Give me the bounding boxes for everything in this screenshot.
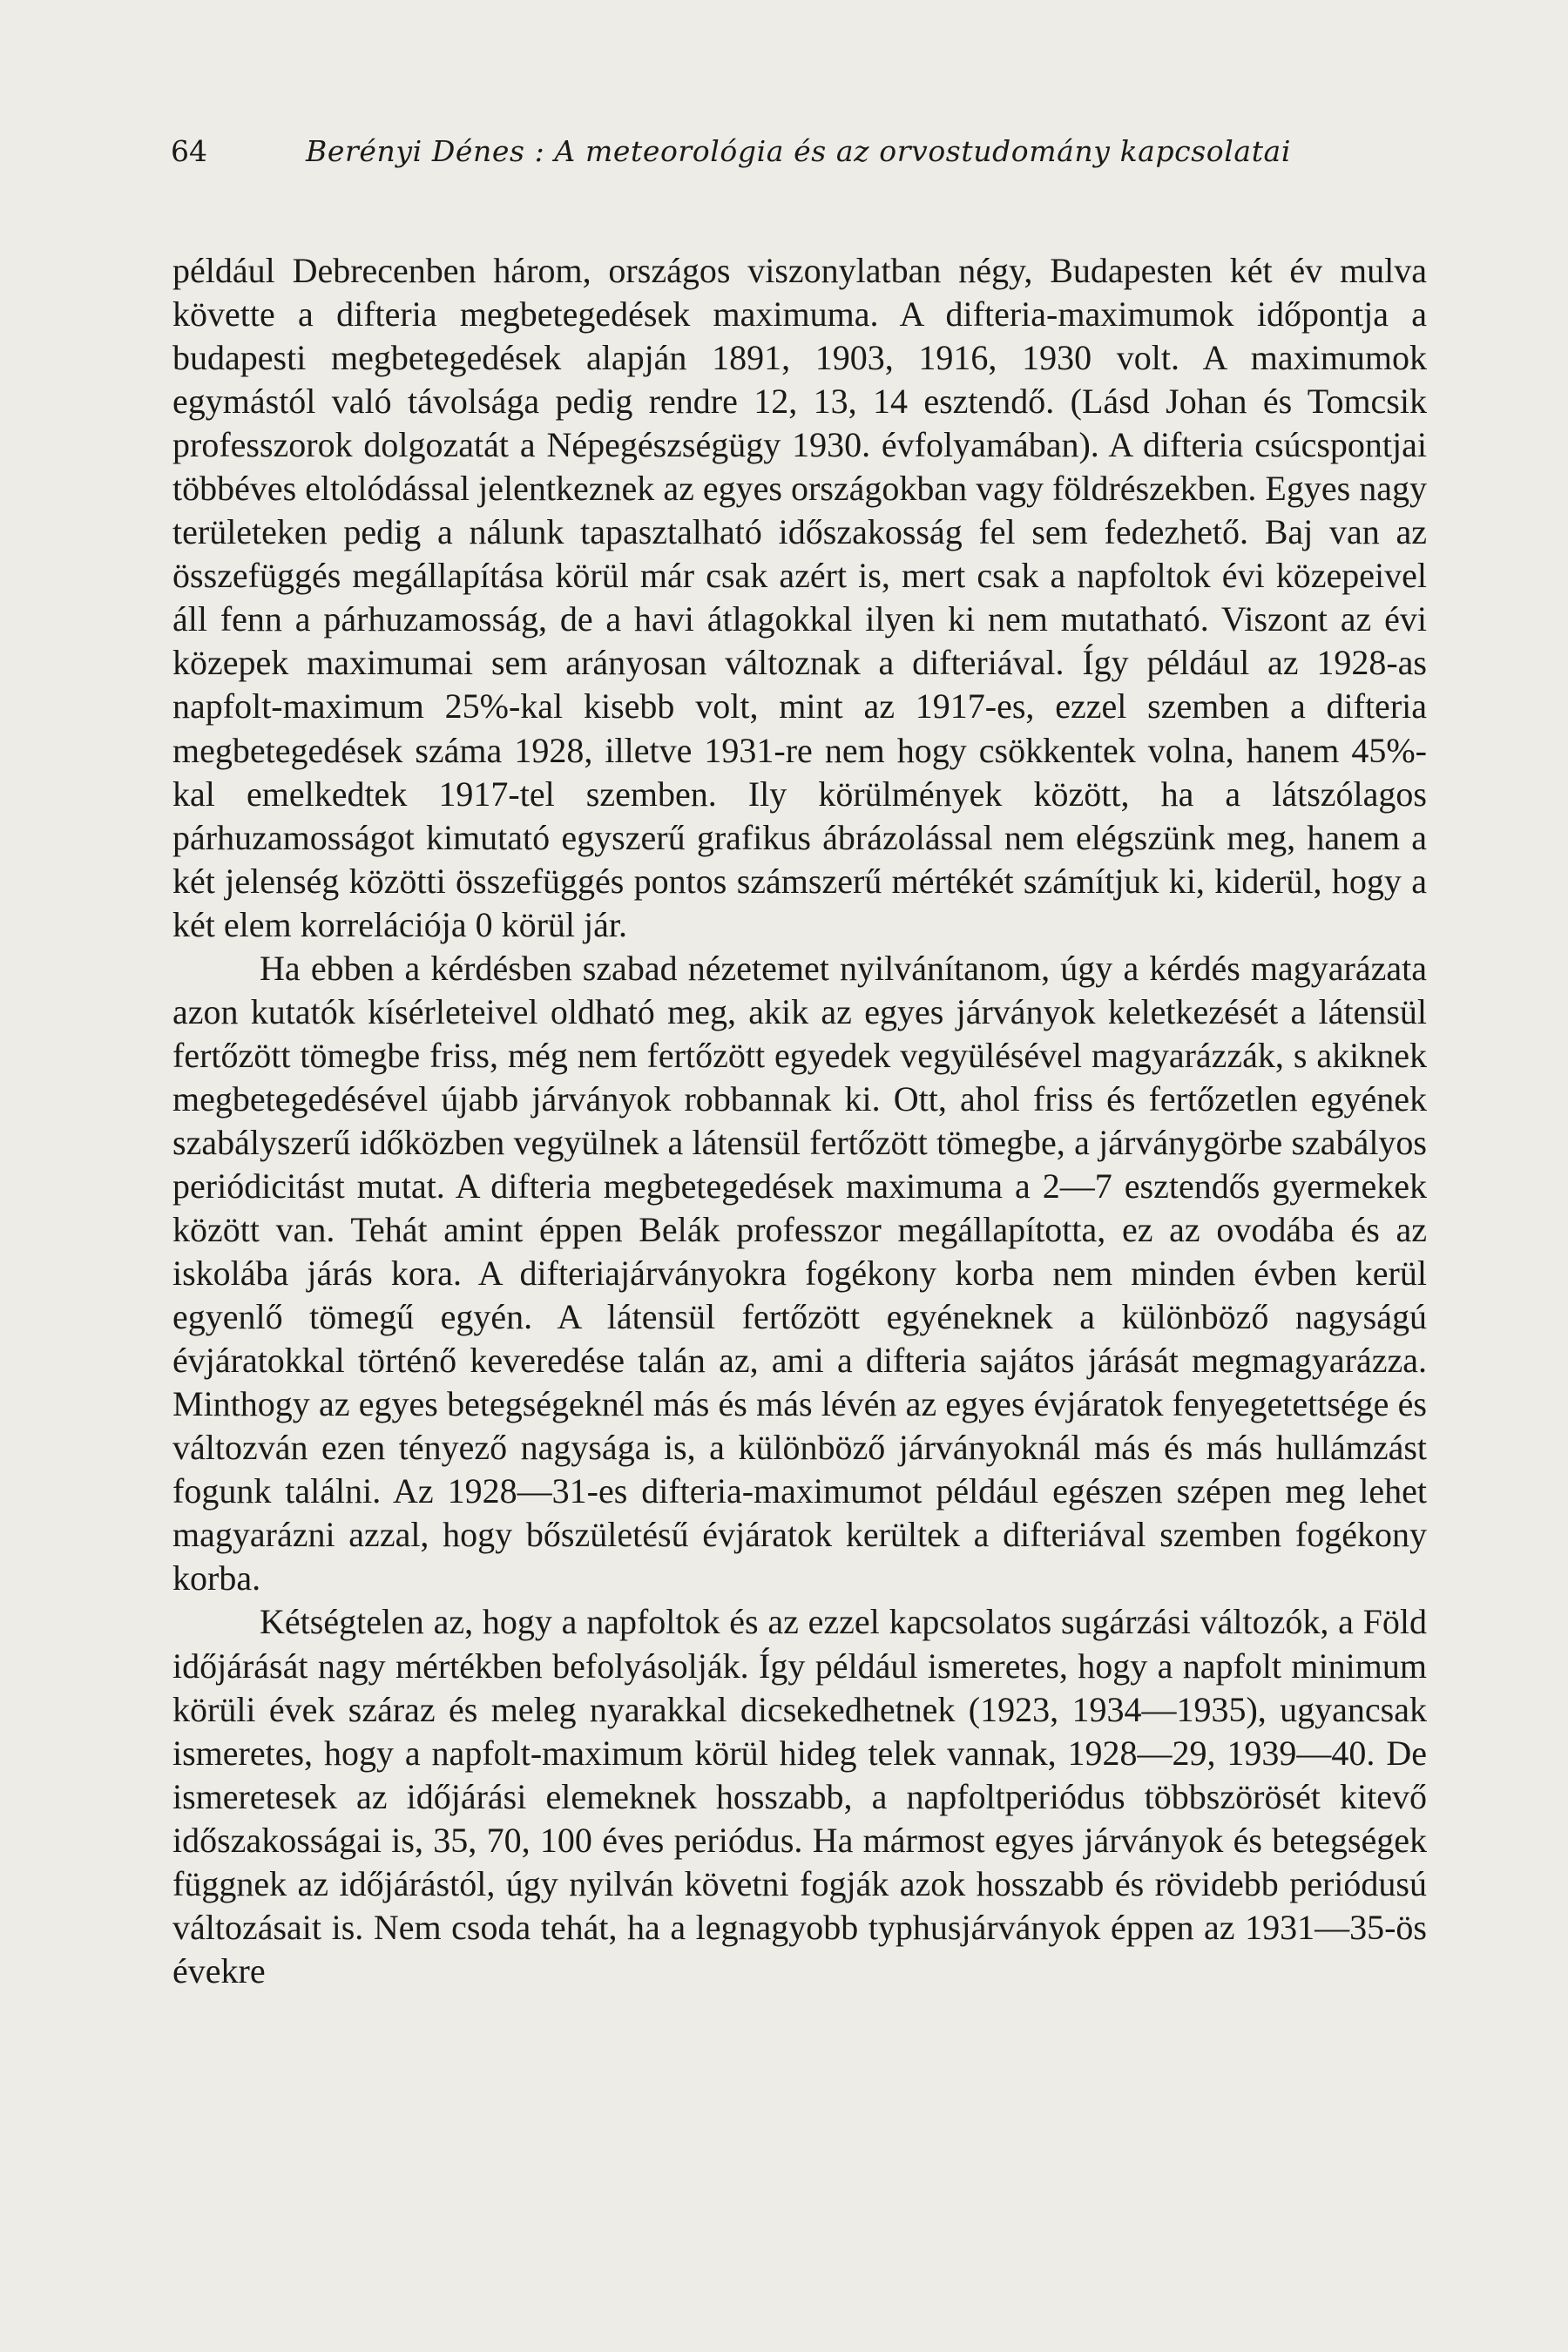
page-header bbox=[171, 131, 1399, 172]
page-number: 64 bbox=[171, 134, 207, 168]
paragraph-hypothesis: Ha ebben a kérdésben szabad nézetemet nyilvánítanom, úgy a kérdés magyarázata azon kutatók kísérleteivel oldható meg, akik az egyes járványok keletkezését a látensül fertőzött tömegbe friss, még nem fertőzött egyedek vegyülésével magyarázzák, s akiknek megbetegedésével újabb járványok robbannak ki. Ott, ahol friss és fertőzetlen egyének szabályszerű időközben vegyülnek a látensül fertőzött tömegbe, a járványgörbe szabályos periódicitást mutat. A difteria megbetegedések maximuma a 2—7 esztendős gyermekek között van. Tehát amint éppen Belák professzor megállapította, ez az ovodába és az iskolába járás kora. A difteriajárványokra fogékony korba nem minden évben kerül egyenlő tömegű egyén. A látensül fertőzött egyéneknek a különböző nagyságú évjáratokkal történő keveredése talán az, ami a difteria sajátos járását megmagyarázza. Minthogy az egyes betegségeknél más és más lévén az egyes évjáratok fenyegetettsége és változván ezen tényező nagysága is, a különböző járványoknál más és más hullámzást fogunk találni. Az 1928—31-es difteria-maximumot például egészen szépen meg lehet magyarázni azzal, hogy bőszületésű évjáratok kerültek a difteriával szemben fogékony korba. bbox=[172, 948, 1427, 1598]
body-text bbox=[172, 249, 1427, 1993]
running-title: Berényi Dénes : A meteorológia és az orvostudomány kapcsolatai bbox=[306, 134, 1291, 168]
paragraph-continuation: például Debrecenben három, országos viszonylatban négy, Budapesten két év mulva követte a difteria megbetegedések maximuma. A difteria-maximumok időpontja a budapesti megbetegedések alapján 1891, 1903, 1916, 1930 volt. A maximumok egymástól való távolsága pedig rendre 12, 13, 14 esztendő. (Lásd Johan és Tomcsik professzorok dolgozatát a Népegészségügy 1930. évfolyamában). A difteria csúcspontjai többéves eltolódással jelentkeznek az egyes országokban vagy földrészekben. Egyes nagy területeken pedig a nálunk tapasztalható időszakosság fel sem fedezhető. Baj van az összefüggés megállapítása körül már csak azért is, mert csak a napfoltok évi közepeivel áll fenn a párhuzamosság, de a havi átlagokkal ilyen ki nem mutatható. Viszont az évi közepek maximumai sem arányosan változnak a difteriával. Így például az 1928-as napfolt-maximum 25%-kal kisebb volt, mint az 1917-es, ezzel szemben a difteria megbetegedések száma 1928, illetve 1931-re nem hogy csökkentek volna, hanem 45%-kal emelkedtek 1917-tel szemben. Ily körülmények között, ha a látszólagos párhuzamosságot kimutató egyszerű grafikus ábrázolással nem elégszünk meg, hanem a két jelenség közötti összefüggés pontos számszerű mértékét számítjuk ki, kiderül, hogy a két elem korrelációja 0 körül jár. bbox=[172, 251, 1427, 944]
paragraph-sunspots-weather: Kétségtelen az, hogy a napfoltok és az ezzel kapcsolatos sugárzási változók, a Föld időjárását nagy mértékben befolyásolják. Így például ismeretes, hogy a napfolt minimum körüli évek száraz és meleg nyarakkal dicsekedhetnek (1923, 1934—1935), ugyancsak ismeretes, hogy a napfolt-maximum körül hideg telek vannak, 1928—29, 1939—40. De ismeretesek az időjárási elemeknek hosszabb, a napfoltperiódus többszörösét kitevő időszakosságai is, 35, 70, 100 éves periódus. Ha mármost egyes járványok és betegségek függnek az időjárástól, úgy nyilván követni fogják azok hosszabb és rövidebb periódusú változásait is. Nem csoda tehát, ha a legnagyobb typhusjárványok éppen az 1931—35-ös évekre bbox=[172, 1602, 1427, 1990]
